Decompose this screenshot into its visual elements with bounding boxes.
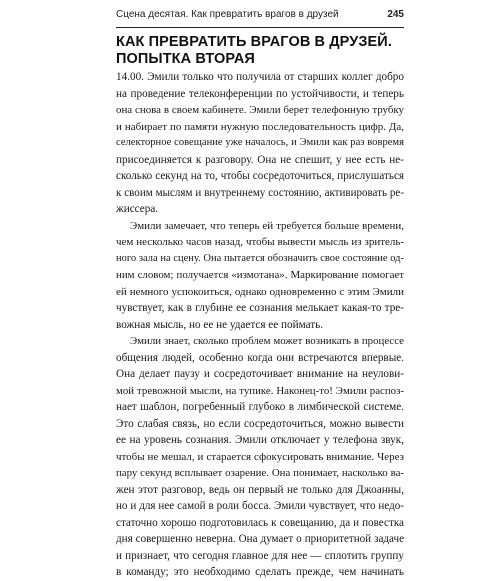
text-line: и признает, что сегодня главное для нее — сплотить группу [116,549,404,562]
text-line: жиссера. [116,203,159,215]
text-line: вожная мысль, но ее не удается ее поймать. [116,318,324,331]
text-line: сколько секунд на то, чтобы сосредоточиться, прислушаться [116,170,404,182]
text-line: статочно хорошо подготовилась к совещанию, да и повестка [116,516,404,529]
text-line: ним словом; получается «измотана». Маркирование помогает [116,269,404,281]
section-heading-line: КАК ПРЕВРАТИТЬ ВРАГОВ В ДРУЗЕЙ. [116,34,392,50]
text-line: Эмили знает, сколько проблем может возникать в процессе [130,335,404,347]
text-line: ного зала на сцену. Она пытается обозначить свое состояние од- [116,252,404,264]
page-number: 245 [387,9,404,20]
text-line: селекторное совещание уже началось, и Эмили как раз вовремя [116,137,404,148]
text-line: Эмили замечает, что теперь ей требуется больше времени, [130,219,404,232]
text-line: и набирает по памяти нужную последовательность цифр. Да, [116,120,404,133]
text-line: чувствует, как в глубине ее сознания мелькает какая-то тре- [116,302,404,314]
text-line: чем несколько часов назад, чтобы вывести мысль из зритель- [116,236,404,248]
section-heading-line: ПОПЫТКА ВТОРАЯ [116,51,255,67]
text-line: присоединяется к разговору. Она не спешит, у нее есть не- [116,153,404,166]
text-line: пару секунд всплывает озарение. Она понимает, насколько ва- [116,467,404,479]
paragraph [116,333,404,581]
text-line: в команду; это необходимо сделать прежде, чем начинать [116,566,404,578]
body-text [116,69,404,581]
paragraph [116,218,404,334]
text-line: ей немного успокоиться, однако одновременно с этим Эмили [116,285,404,298]
text-line: к своим мыслям и внутреннему состоянию, активировать ре- [116,186,404,199]
text-line: Это слабая связь, но если сосредоточиться, можно вывести [116,417,404,430]
text-line: чтобы не мешал, и старается сфокусировать внимание. Через [116,450,404,463]
text-line: 14.00. Эмили только что получила от старших коллег добро [116,71,404,83]
text-line: жен этот разговор, ведь он первый не только для Джоанны, [116,483,404,496]
text-line: общения людей, особенно когда они встречаются впервые. [116,351,404,364]
section-heading [116,34,416,68]
running-title: Сцена десятая. Как превратить врагов в друзей [116,9,339,20]
running-head [116,9,404,28]
text-line: дня совершенно неверна. Она думает о приоритетной задаче [116,533,404,545]
paragraph [116,69,404,218]
text-line: на проведение телеконференции по устойчивости, и теперь [116,87,404,100]
text-line: нает шаблон, погребенный глубоко в лимбической системе. [116,401,404,413]
text-line: но и для нее самой в роли босса. Эмили чувствует, что недо- [116,500,404,512]
text-line: мой тревожной мысли, на тупике. Наконец-то! Эмили распоз- [116,384,404,397]
text-line: ее на уровень сознания. Эмили отключает у телефона звук, [116,434,404,446]
text-line: Она делает паузу и сосредоточивает внимание на неулови- [116,368,404,380]
text-line: она снова в своем кабинете. Эмили берет телефонную трубку [116,104,404,116]
